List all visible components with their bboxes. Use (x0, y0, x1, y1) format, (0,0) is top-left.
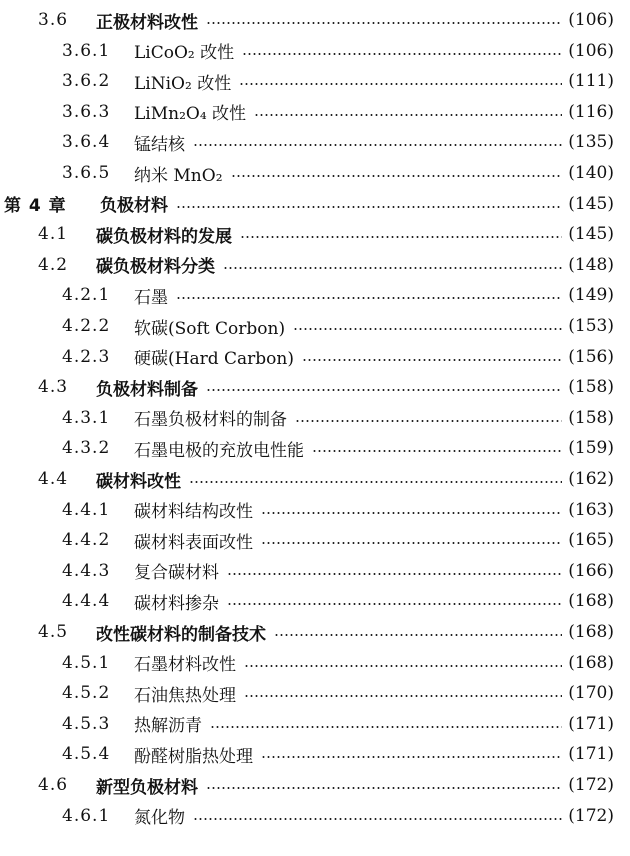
toc-entry[interactable] (62, 404, 614, 432)
section-number: 4.2.2 (62, 316, 111, 336)
section-number: 4.5 (38, 622, 69, 642)
toc-entry[interactable] (62, 710, 614, 738)
section-number: 4.3.2 (62, 438, 111, 459)
page-number: (148) (568, 254, 614, 275)
chapter-number: 第 4 章 (4, 196, 67, 217)
page-number: (168) (568, 652, 614, 673)
dot-leader (231, 175, 563, 177)
section-number: 4.2 (38, 254, 69, 275)
section-number: 4.5.2 (62, 683, 111, 704)
page-number: (106) (568, 10, 614, 30)
dot-leader (242, 53, 562, 55)
page-number: (145) (568, 224, 614, 245)
section-number: 4.3.1 (62, 407, 111, 428)
toc-entry[interactable] (62, 343, 614, 371)
dot-leader (210, 726, 562, 728)
toc-entry[interactable] (4, 190, 614, 218)
dot-leader (206, 22, 562, 24)
section-title: 正极材料改性 (96, 12, 198, 33)
section-title: 氮化物 (134, 808, 185, 829)
page-number: (171) (568, 713, 614, 734)
toc-entry[interactable] (62, 37, 614, 65)
section-title: LiCoO₂ 改性 (134, 43, 235, 64)
section-number: 3.6.2 (62, 71, 111, 92)
section-number: 4.4 (38, 469, 69, 489)
dot-leader (293, 328, 562, 330)
dot-leader (295, 420, 562, 422)
dot-leader (239, 83, 562, 85)
section-number: 4.2.3 (62, 346, 111, 367)
section-title: 碳负极材料分类 (96, 257, 215, 278)
page-number: (170) (568, 683, 614, 704)
dot-leader (261, 542, 562, 544)
toc-entry[interactable] (62, 587, 614, 615)
section-number: 4.4.2 (62, 530, 111, 551)
section-title: 碳材料表面改性 (134, 532, 253, 553)
toc-entry[interactable] (62, 312, 614, 340)
toc-entry[interactable] (62, 434, 614, 462)
section-title: 碳负极材料的发展 (96, 226, 232, 247)
dot-leader (274, 634, 562, 636)
section-number: 4.6 (38, 775, 69, 795)
section-title: 复合碳材料 (134, 563, 219, 584)
section-title: 酚醛树脂热处理 (134, 746, 253, 767)
section-title: 碳材料改性 (96, 471, 181, 492)
page-number: (153) (568, 316, 614, 336)
toc-entry[interactable] (62, 649, 614, 677)
dot-leader (193, 144, 562, 146)
dot-leader (206, 787, 562, 789)
page-number: (111) (568, 71, 614, 92)
section-title: 热解沥青 (134, 716, 202, 737)
section-number: 3.6.3 (62, 101, 111, 122)
section-title: LiMn₂O₄ 改性 (134, 104, 247, 125)
dot-leader (261, 756, 562, 758)
section-title: 石墨 (134, 287, 168, 308)
section-title: 新型负极材料 (96, 777, 198, 798)
section-title: 石墨材料改性 (134, 655, 236, 676)
page-number: (165) (568, 530, 614, 551)
dot-leader (244, 695, 562, 697)
section-title: 石墨负极材料的制备 (134, 410, 287, 431)
page-number: (106) (568, 40, 614, 61)
section-number: 4.4.1 (62, 499, 111, 520)
toc-entry[interactable] (38, 373, 614, 401)
toc-entry[interactable] (62, 496, 614, 524)
toc-entry[interactable] (38, 251, 614, 279)
section-number: 4.4.3 (62, 560, 111, 581)
section-number: 4.5.1 (62, 652, 111, 673)
toc-entry[interactable] (62, 740, 614, 768)
section-number: 4.3 (38, 377, 69, 398)
page-number: (145) (568, 193, 614, 214)
dot-leader (254, 114, 562, 116)
section-number: 4.5.3 (62, 713, 111, 734)
dot-leader (312, 450, 562, 452)
section-number: 4.2.1 (62, 285, 111, 306)
toc-entry[interactable] (62, 67, 614, 95)
section-number: 3.6.4 (62, 132, 111, 153)
dot-leader (223, 267, 562, 269)
section-title: 碳材料掺杂 (134, 593, 219, 614)
dot-leader (244, 665, 562, 667)
section-number: 4.5.4 (62, 744, 111, 765)
page-number: (166) (568, 560, 614, 581)
section-number: 3.6.1 (62, 40, 111, 61)
toc-entry[interactable] (38, 220, 614, 248)
toc-entry[interactable] (62, 128, 614, 156)
section-number: 4.4.4 (62, 591, 111, 612)
dot-leader (176, 206, 562, 208)
section-title: 负极材料制备 (96, 379, 198, 400)
toc-entry[interactable] (38, 465, 614, 493)
section-title: 石墨电极的充放电性能 (134, 440, 304, 461)
page-number: (158) (568, 407, 614, 428)
chapter-title: 负极材料 (100, 196, 168, 217)
toc-entry[interactable] (62, 98, 614, 126)
section-title: 碳材料结构改性 (134, 502, 253, 523)
dot-leader (206, 389, 562, 391)
page-number: (140) (568, 163, 614, 183)
section-number: 4.6.1 (62, 805, 111, 826)
toc-entry[interactable] (38, 618, 614, 646)
section-number: 3.6.5 (62, 163, 111, 183)
section-title: LiNiO₂ 改性 (134, 73, 232, 94)
dot-leader (193, 818, 562, 820)
toc-entry[interactable] (62, 679, 614, 707)
toc-entry[interactable] (62, 281, 614, 309)
page-number: (162) (568, 469, 614, 489)
page-number: (172) (568, 775, 614, 795)
toc-entry[interactable] (62, 526, 614, 554)
page-number: (168) (568, 591, 614, 612)
toc-entry[interactable] (62, 159, 614, 187)
page-number: (158) (568, 377, 614, 398)
toc-entry[interactable] (38, 6, 614, 34)
page-number: (149) (568, 285, 614, 306)
section-title: 改性碳材料的制备技术 (96, 624, 266, 645)
toc-entry[interactable] (38, 771, 614, 799)
dot-leader (227, 573, 562, 575)
page-number: (159) (568, 438, 614, 459)
toc-entry[interactable] (62, 802, 614, 830)
page-number: (171) (568, 744, 614, 765)
dot-leader (302, 359, 562, 361)
section-title: 硬碳(Hard Carbon) (134, 349, 294, 370)
page-number: (135) (568, 132, 614, 153)
section-title: 锰结核 (134, 134, 185, 155)
section-number: 4.1 (38, 224, 69, 245)
dot-leader (227, 603, 562, 605)
dot-leader (261, 512, 562, 514)
section-title: 纳米 MnO₂ (134, 165, 223, 186)
dot-leader (176, 297, 562, 299)
page-number: (172) (568, 805, 614, 826)
section-number: 3.6 (38, 10, 69, 30)
section-title: 软碳(Soft Corbon) (134, 318, 286, 339)
dot-leader (240, 236, 562, 238)
page-number: (168) (568, 622, 614, 642)
dot-leader (189, 481, 562, 483)
page-number: (116) (568, 101, 614, 122)
page-number: (156) (568, 346, 614, 367)
toc-entry[interactable] (62, 557, 614, 585)
page-number: (163) (568, 499, 614, 520)
section-title: 石油焦热处理 (134, 685, 236, 706)
